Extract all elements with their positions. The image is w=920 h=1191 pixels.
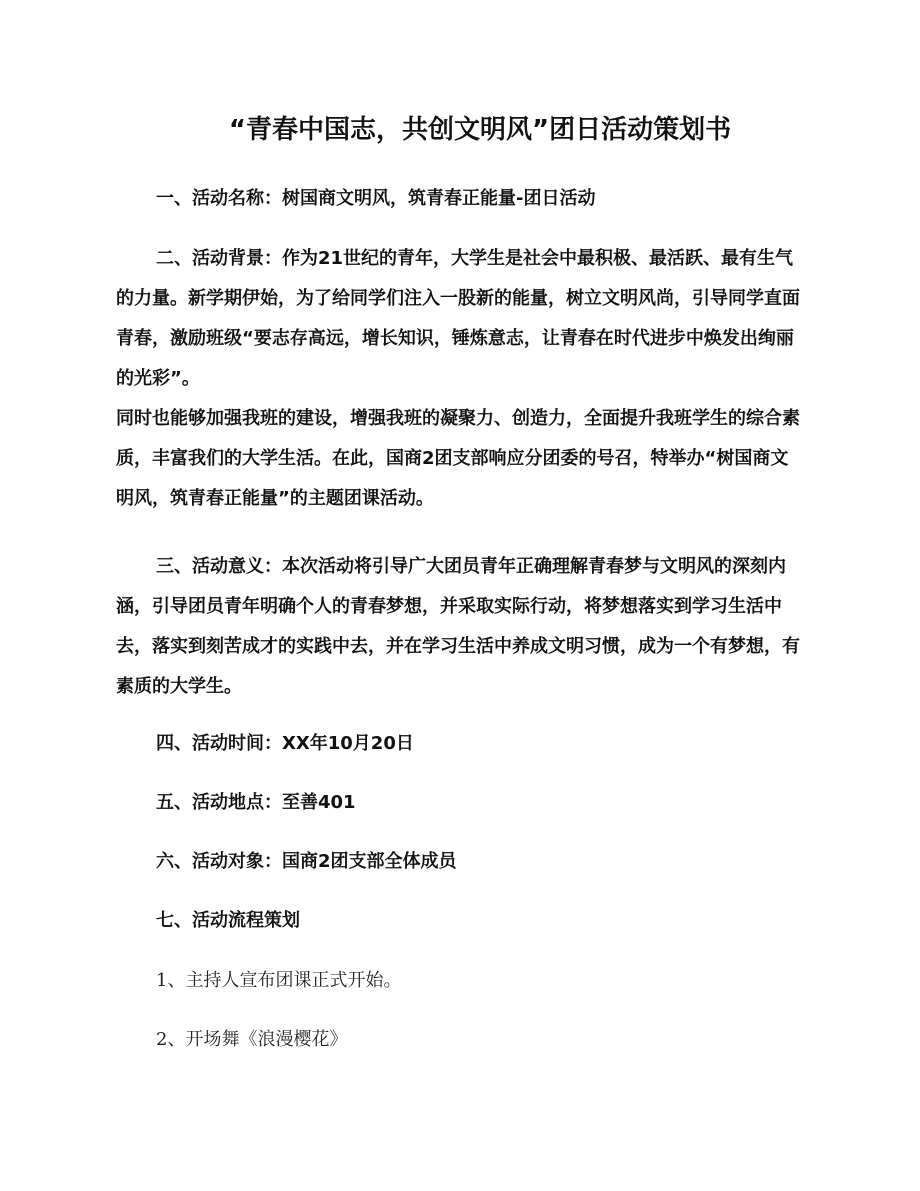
process-heading: 七、活动流程策划 bbox=[156, 910, 300, 931]
activity-name: 一、活动名称：树国商文明风，筑青春正能量-团日活动 bbox=[156, 188, 596, 209]
process-step: 1、主持人宣布团课正式开始。 bbox=[156, 970, 402, 991]
document-title: “青春中国志，共创文明风”团日活动策划书 bbox=[228, 115, 732, 145]
significance-paragraph: 三、活动意义：本次活动将引导广大团员青年正确理解青春梦与文明风的深刻内涵，引导团员青年明确个人的青春梦想，并采取实际行动，将梦想落实到学习生活中去，落实到刻苦成才的实践中去，并在学习生活中养成文明习惯，成为一个有梦想，有素质的大学生。 bbox=[116, 556, 800, 697]
significance-section bbox=[116, 547, 806, 707]
background-paragraph: 二、活动背景：作为21世纪的青年，大学生是社会中最积极、最活跃、最有生气的力量。新学期伊始，为了给同学们注入一股新的能量，树立文明风尚，引导同学直面青春，激励班级“要志存高远，增长知识，锤炼意志，让青春在时代进步中焕发出绚丽的光彩”。 bbox=[116, 248, 800, 389]
process-step: 2、开场舞《浪漫樱花》 bbox=[156, 1029, 348, 1050]
background-paragraph-continued: 同时也能够加强我班的建设，增强我班的凝聚力、创造力，全面提升我班学生的综合素质，丰富我们的大学生活。在此，国商2团支部响应分团委的号召，特举办“树国商文明风，筑青春正能量”的主题团课活动。 bbox=[116, 408, 800, 509]
activity-time: 四、活动时间：XX年10月20日 bbox=[156, 733, 414, 754]
activity-location: 五、活动地点：至善401 bbox=[156, 792, 356, 813]
activity-participants: 六、活动对象：国商2团支部全体成员 bbox=[156, 851, 457, 872]
background-section bbox=[116, 239, 806, 519]
